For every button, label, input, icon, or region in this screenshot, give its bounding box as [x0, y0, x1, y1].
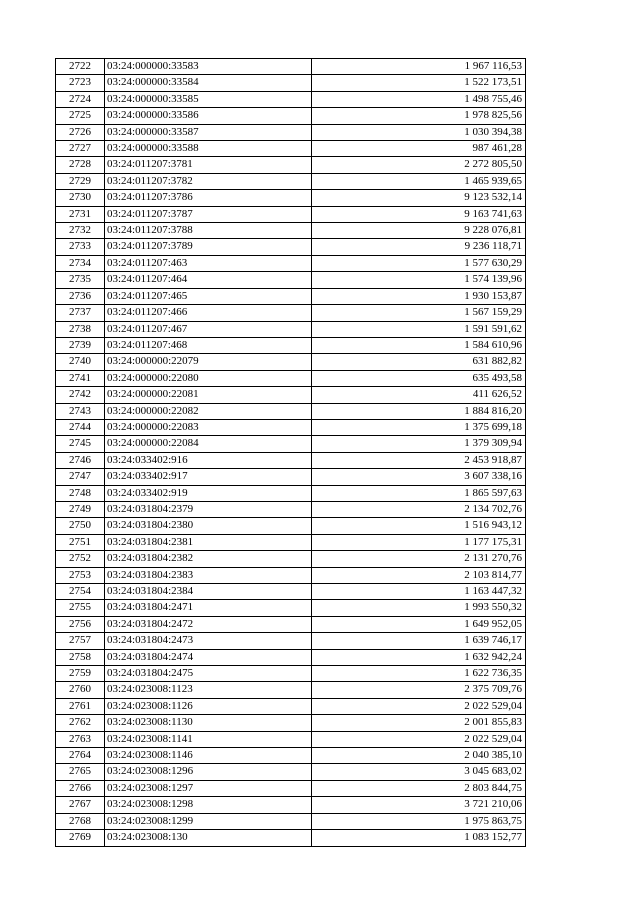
- table-row: [56, 452, 526, 468]
- row-number-cell: 2722: [56, 59, 105, 75]
- row-number-cell: 2746: [56, 452, 105, 468]
- row-number-cell: 2731: [56, 206, 105, 222]
- row-number-cell: 2737: [56, 305, 105, 321]
- table-row: [56, 830, 526, 846]
- cadastral-value-cell: 1 177 175,31: [312, 534, 526, 550]
- row-number-cell: 2740: [56, 354, 105, 370]
- cadastral-number-cell: 03:24:023008:1123: [105, 682, 312, 698]
- table-row: [56, 551, 526, 567]
- cadastral-value-cell: 2 040 385,10: [312, 748, 526, 764]
- table-row: [56, 190, 526, 206]
- cadastral-number-cell: 03:24:000000:22081: [105, 387, 312, 403]
- table-row: [56, 584, 526, 600]
- cadastral-number-cell: 03:24:011207:3787: [105, 206, 312, 222]
- row-number-cell: 2726: [56, 124, 105, 140]
- cadastral-number-cell: 03:24:000000:33583: [105, 59, 312, 75]
- table-row: [56, 748, 526, 764]
- row-number-cell: 2759: [56, 666, 105, 682]
- row-number-cell: 2723: [56, 75, 105, 91]
- row-number-cell: 2741: [56, 370, 105, 386]
- table-row: [56, 124, 526, 140]
- table-row: [56, 682, 526, 698]
- cadastral-number-cell: 03:24:031804:2381: [105, 534, 312, 550]
- row-number-cell: 2760: [56, 682, 105, 698]
- row-number-cell: 2763: [56, 731, 105, 747]
- table-body: [56, 59, 526, 847]
- row-number-cell: 2769: [56, 830, 105, 846]
- cadastral-value-cell: 2 001 855,83: [312, 715, 526, 731]
- table-row: [56, 272, 526, 288]
- cadastral-value-cell: 1 865 597,63: [312, 485, 526, 501]
- row-number-cell: 2736: [56, 288, 105, 304]
- cadastral-value-cell: 1 622 736,35: [312, 666, 526, 682]
- cadastral-number-cell: 03:24:011207:468: [105, 337, 312, 353]
- cadastral-number-cell: 03:24:033402:916: [105, 452, 312, 468]
- cadastral-number-cell: 03:24:031804:2383: [105, 567, 312, 583]
- cadastral-value-cell: 1 375 699,18: [312, 419, 526, 435]
- table-row: [56, 797, 526, 813]
- cadastral-number-cell: 03:24:023008:1126: [105, 698, 312, 714]
- table-row: [56, 387, 526, 403]
- cadastral-value-cell: 1 584 610,96: [312, 337, 526, 353]
- cadastral-value-cell: 1 884 816,20: [312, 403, 526, 419]
- table-row: [56, 649, 526, 665]
- cadastral-number-cell: 03:24:000000:22084: [105, 436, 312, 452]
- table-row: [56, 370, 526, 386]
- row-number-cell: 2747: [56, 469, 105, 485]
- row-number-cell: 2742: [56, 387, 105, 403]
- row-number-cell: 2757: [56, 633, 105, 649]
- cadastral-number-cell: 03:24:023008:1141: [105, 731, 312, 747]
- cadastral-number-cell: 03:24:011207:3786: [105, 190, 312, 206]
- cadastral-number-cell: 03:24:031804:2384: [105, 584, 312, 600]
- row-number-cell: 2745: [56, 436, 105, 452]
- cadastral-number-cell: 03:24:031804:2380: [105, 518, 312, 534]
- table-row: [56, 600, 526, 616]
- row-number-cell: 2755: [56, 600, 105, 616]
- cadastral-value-cell: 987 461,28: [312, 141, 526, 157]
- cadastral-value-cell: 631 882,82: [312, 354, 526, 370]
- cadastral-number-cell: 03:24:023008:130: [105, 830, 312, 846]
- cadastral-number-cell: 03:24:031804:2472: [105, 616, 312, 632]
- row-number-cell: 2756: [56, 616, 105, 632]
- cadastral-value-cell: 1 978 825,56: [312, 108, 526, 124]
- table-row: [56, 239, 526, 255]
- cadastral-value-cell: 1 975 863,75: [312, 813, 526, 829]
- row-number-cell: 2725: [56, 108, 105, 124]
- row-number-cell: 2735: [56, 272, 105, 288]
- row-number-cell: 2738: [56, 321, 105, 337]
- row-number-cell: 2729: [56, 173, 105, 189]
- table-row: [56, 255, 526, 271]
- cadastral-value-cell: 1 465 939,65: [312, 173, 526, 189]
- cadastral-value-cell: 2 022 529,04: [312, 698, 526, 714]
- table-row: [56, 731, 526, 747]
- row-number-cell: 2730: [56, 190, 105, 206]
- row-number-cell: 2724: [56, 91, 105, 107]
- cadastral-number-cell: 03:24:031804:2379: [105, 501, 312, 517]
- table-row: [56, 485, 526, 501]
- table-row: [56, 403, 526, 419]
- cadastral-number-cell: 03:24:000000:22080: [105, 370, 312, 386]
- cadastral-number-cell: 03:24:023008:1297: [105, 780, 312, 796]
- cadastral-number-cell: 03:24:000000:22083: [105, 419, 312, 435]
- cadastral-value-cell: 9 228 076,81: [312, 223, 526, 239]
- cadastral-number-cell: 03:24:023008:1298: [105, 797, 312, 813]
- row-number-cell: 2728: [56, 157, 105, 173]
- cadastral-number-cell: 03:24:011207:466: [105, 305, 312, 321]
- table-row: [56, 518, 526, 534]
- table-row: [56, 305, 526, 321]
- row-number-cell: 2753: [56, 567, 105, 583]
- cadastral-value-cell: 9 236 118,71: [312, 239, 526, 255]
- table-row: [56, 764, 526, 780]
- row-number-cell: 2768: [56, 813, 105, 829]
- table-row: [56, 419, 526, 435]
- cadastral-value-cell: 411 626,52: [312, 387, 526, 403]
- row-number-cell: 2743: [56, 403, 105, 419]
- cadastral-value-cell: 1 930 153,87: [312, 288, 526, 304]
- cadastral-number-cell: 03:24:000000:22079: [105, 354, 312, 370]
- cadastral-number-cell: 03:24:011207:3781: [105, 157, 312, 173]
- cadastral-value-cell: 1 574 139,96: [312, 272, 526, 288]
- table-row: [56, 223, 526, 239]
- row-number-cell: 2749: [56, 501, 105, 517]
- row-number-cell: 2733: [56, 239, 105, 255]
- cadastral-value-cell: 1 498 755,46: [312, 91, 526, 107]
- row-number-cell: 2767: [56, 797, 105, 813]
- row-number-cell: 2765: [56, 764, 105, 780]
- cadastral-number-cell: 03:24:033402:917: [105, 469, 312, 485]
- cadastral-value-cell: 2 131 270,76: [312, 551, 526, 567]
- cadastral-value-cell: 9 163 741,63: [312, 206, 526, 222]
- cadastral-value-cell: 1 967 116,53: [312, 59, 526, 75]
- cadastral-number-cell: 03:24:023008:1299: [105, 813, 312, 829]
- table-row: [56, 354, 526, 370]
- cadastral-number-cell: 03:24:011207:3782: [105, 173, 312, 189]
- row-number-cell: 2754: [56, 584, 105, 600]
- cadastral-number-cell: 03:24:000000:33584: [105, 75, 312, 91]
- row-number-cell: 2727: [56, 141, 105, 157]
- table-row: [56, 567, 526, 583]
- cadastral-number-cell: 03:24:000000:33587: [105, 124, 312, 140]
- table-row: [56, 321, 526, 337]
- row-number-cell: 2732: [56, 223, 105, 239]
- table-row: [56, 813, 526, 829]
- row-number-cell: 2748: [56, 485, 105, 501]
- table-row: [56, 206, 526, 222]
- cadastral-number-cell: 03:24:011207:465: [105, 288, 312, 304]
- cadastral-value-cell: 2 022 529,04: [312, 731, 526, 747]
- cadastral-value-table: [55, 58, 526, 847]
- row-number-cell: 2766: [56, 780, 105, 796]
- cadastral-number-cell: 03:24:000000:33586: [105, 108, 312, 124]
- cadastral-number-cell: 03:24:031804:2471: [105, 600, 312, 616]
- table-row: [56, 534, 526, 550]
- cadastral-value-cell: 1 379 309,94: [312, 436, 526, 452]
- row-number-cell: 2761: [56, 698, 105, 714]
- row-number-cell: 2734: [56, 255, 105, 271]
- table-row: [56, 288, 526, 304]
- cadastral-value-cell: 1 030 394,38: [312, 124, 526, 140]
- cadastral-value-cell: 2 134 702,76: [312, 501, 526, 517]
- cadastral-value-cell: 2 803 844,75: [312, 780, 526, 796]
- cadastral-number-cell: 03:24:031804:2475: [105, 666, 312, 682]
- table-row: [56, 75, 526, 91]
- table-row: [56, 91, 526, 107]
- cadastral-number-cell: 03:24:031804:2473: [105, 633, 312, 649]
- table-row: [56, 698, 526, 714]
- table-row: [56, 59, 526, 75]
- cadastral-number-cell: 03:24:011207:3789: [105, 239, 312, 255]
- cadastral-value-cell: 9 123 532,14: [312, 190, 526, 206]
- table-row: [56, 469, 526, 485]
- table-row: [56, 108, 526, 124]
- cadastral-value-cell: 1 163 447,32: [312, 584, 526, 600]
- cadastral-number-cell: 03:24:023008:1146: [105, 748, 312, 764]
- cadastral-value-cell: 1 639 746,17: [312, 633, 526, 649]
- row-number-cell: 2750: [56, 518, 105, 534]
- cadastral-value-cell: 635 493,58: [312, 370, 526, 386]
- cadastral-value-cell: 1 591 591,62: [312, 321, 526, 337]
- row-number-cell: 2758: [56, 649, 105, 665]
- table-row: [56, 436, 526, 452]
- table-row: [56, 173, 526, 189]
- cadastral-value-cell: 1 522 173,51: [312, 75, 526, 91]
- cadastral-number-cell: 03:24:000000:33588: [105, 141, 312, 157]
- cadastral-value-cell: 1 567 159,29: [312, 305, 526, 321]
- cadastral-number-cell: 03:24:011207:463: [105, 255, 312, 271]
- cadastral-value-cell: 2 375 709,76: [312, 682, 526, 698]
- cadastral-number-cell: 03:24:023008:1296: [105, 764, 312, 780]
- row-number-cell: 2764: [56, 748, 105, 764]
- cadastral-number-cell: 03:24:031804:2382: [105, 551, 312, 567]
- cadastral-value-cell: 1 649 952,05: [312, 616, 526, 632]
- cadastral-number-cell: 03:24:023008:1130: [105, 715, 312, 731]
- cadastral-value-cell: 3 721 210,06: [312, 797, 526, 813]
- row-number-cell: 2744: [56, 419, 105, 435]
- cadastral-value-cell: 1 632 942,24: [312, 649, 526, 665]
- cadastral-number-cell: 03:24:000000:33585: [105, 91, 312, 107]
- table-row: [56, 715, 526, 731]
- cadastral-value-cell: 1 516 943,12: [312, 518, 526, 534]
- cadastral-number-cell: 03:24:011207:464: [105, 272, 312, 288]
- cadastral-value-cell: 1 083 152,77: [312, 830, 526, 846]
- cadastral-number-cell: 03:24:011207:3788: [105, 223, 312, 239]
- cadastral-value-cell: 3 045 683,02: [312, 764, 526, 780]
- cadastral-value-cell: 2 103 814,77: [312, 567, 526, 583]
- cadastral-number-cell: 03:24:011207:467: [105, 321, 312, 337]
- row-number-cell: 2762: [56, 715, 105, 731]
- cadastral-number-cell: 03:24:031804:2474: [105, 649, 312, 665]
- cadastral-number-cell: 03:24:033402:919: [105, 485, 312, 501]
- cadastral-value-cell: 3 607 338,16: [312, 469, 526, 485]
- cadastral-value-cell: 2 453 918,87: [312, 452, 526, 468]
- table-row: [56, 157, 526, 173]
- cadastral-number-cell: 03:24:000000:22082: [105, 403, 312, 419]
- table-row: [56, 501, 526, 517]
- row-number-cell: 2739: [56, 337, 105, 353]
- row-number-cell: 2751: [56, 534, 105, 550]
- cadastral-value-cell: 1 577 630,29: [312, 255, 526, 271]
- table-row: [56, 141, 526, 157]
- cadastral-value-cell: 2 272 805,50: [312, 157, 526, 173]
- table-row: [56, 616, 526, 632]
- cadastral-value-cell: 1 993 550,32: [312, 600, 526, 616]
- table-row: [56, 666, 526, 682]
- row-number-cell: 2752: [56, 551, 105, 567]
- table-row: [56, 337, 526, 353]
- table-row: [56, 633, 526, 649]
- table-row: [56, 780, 526, 796]
